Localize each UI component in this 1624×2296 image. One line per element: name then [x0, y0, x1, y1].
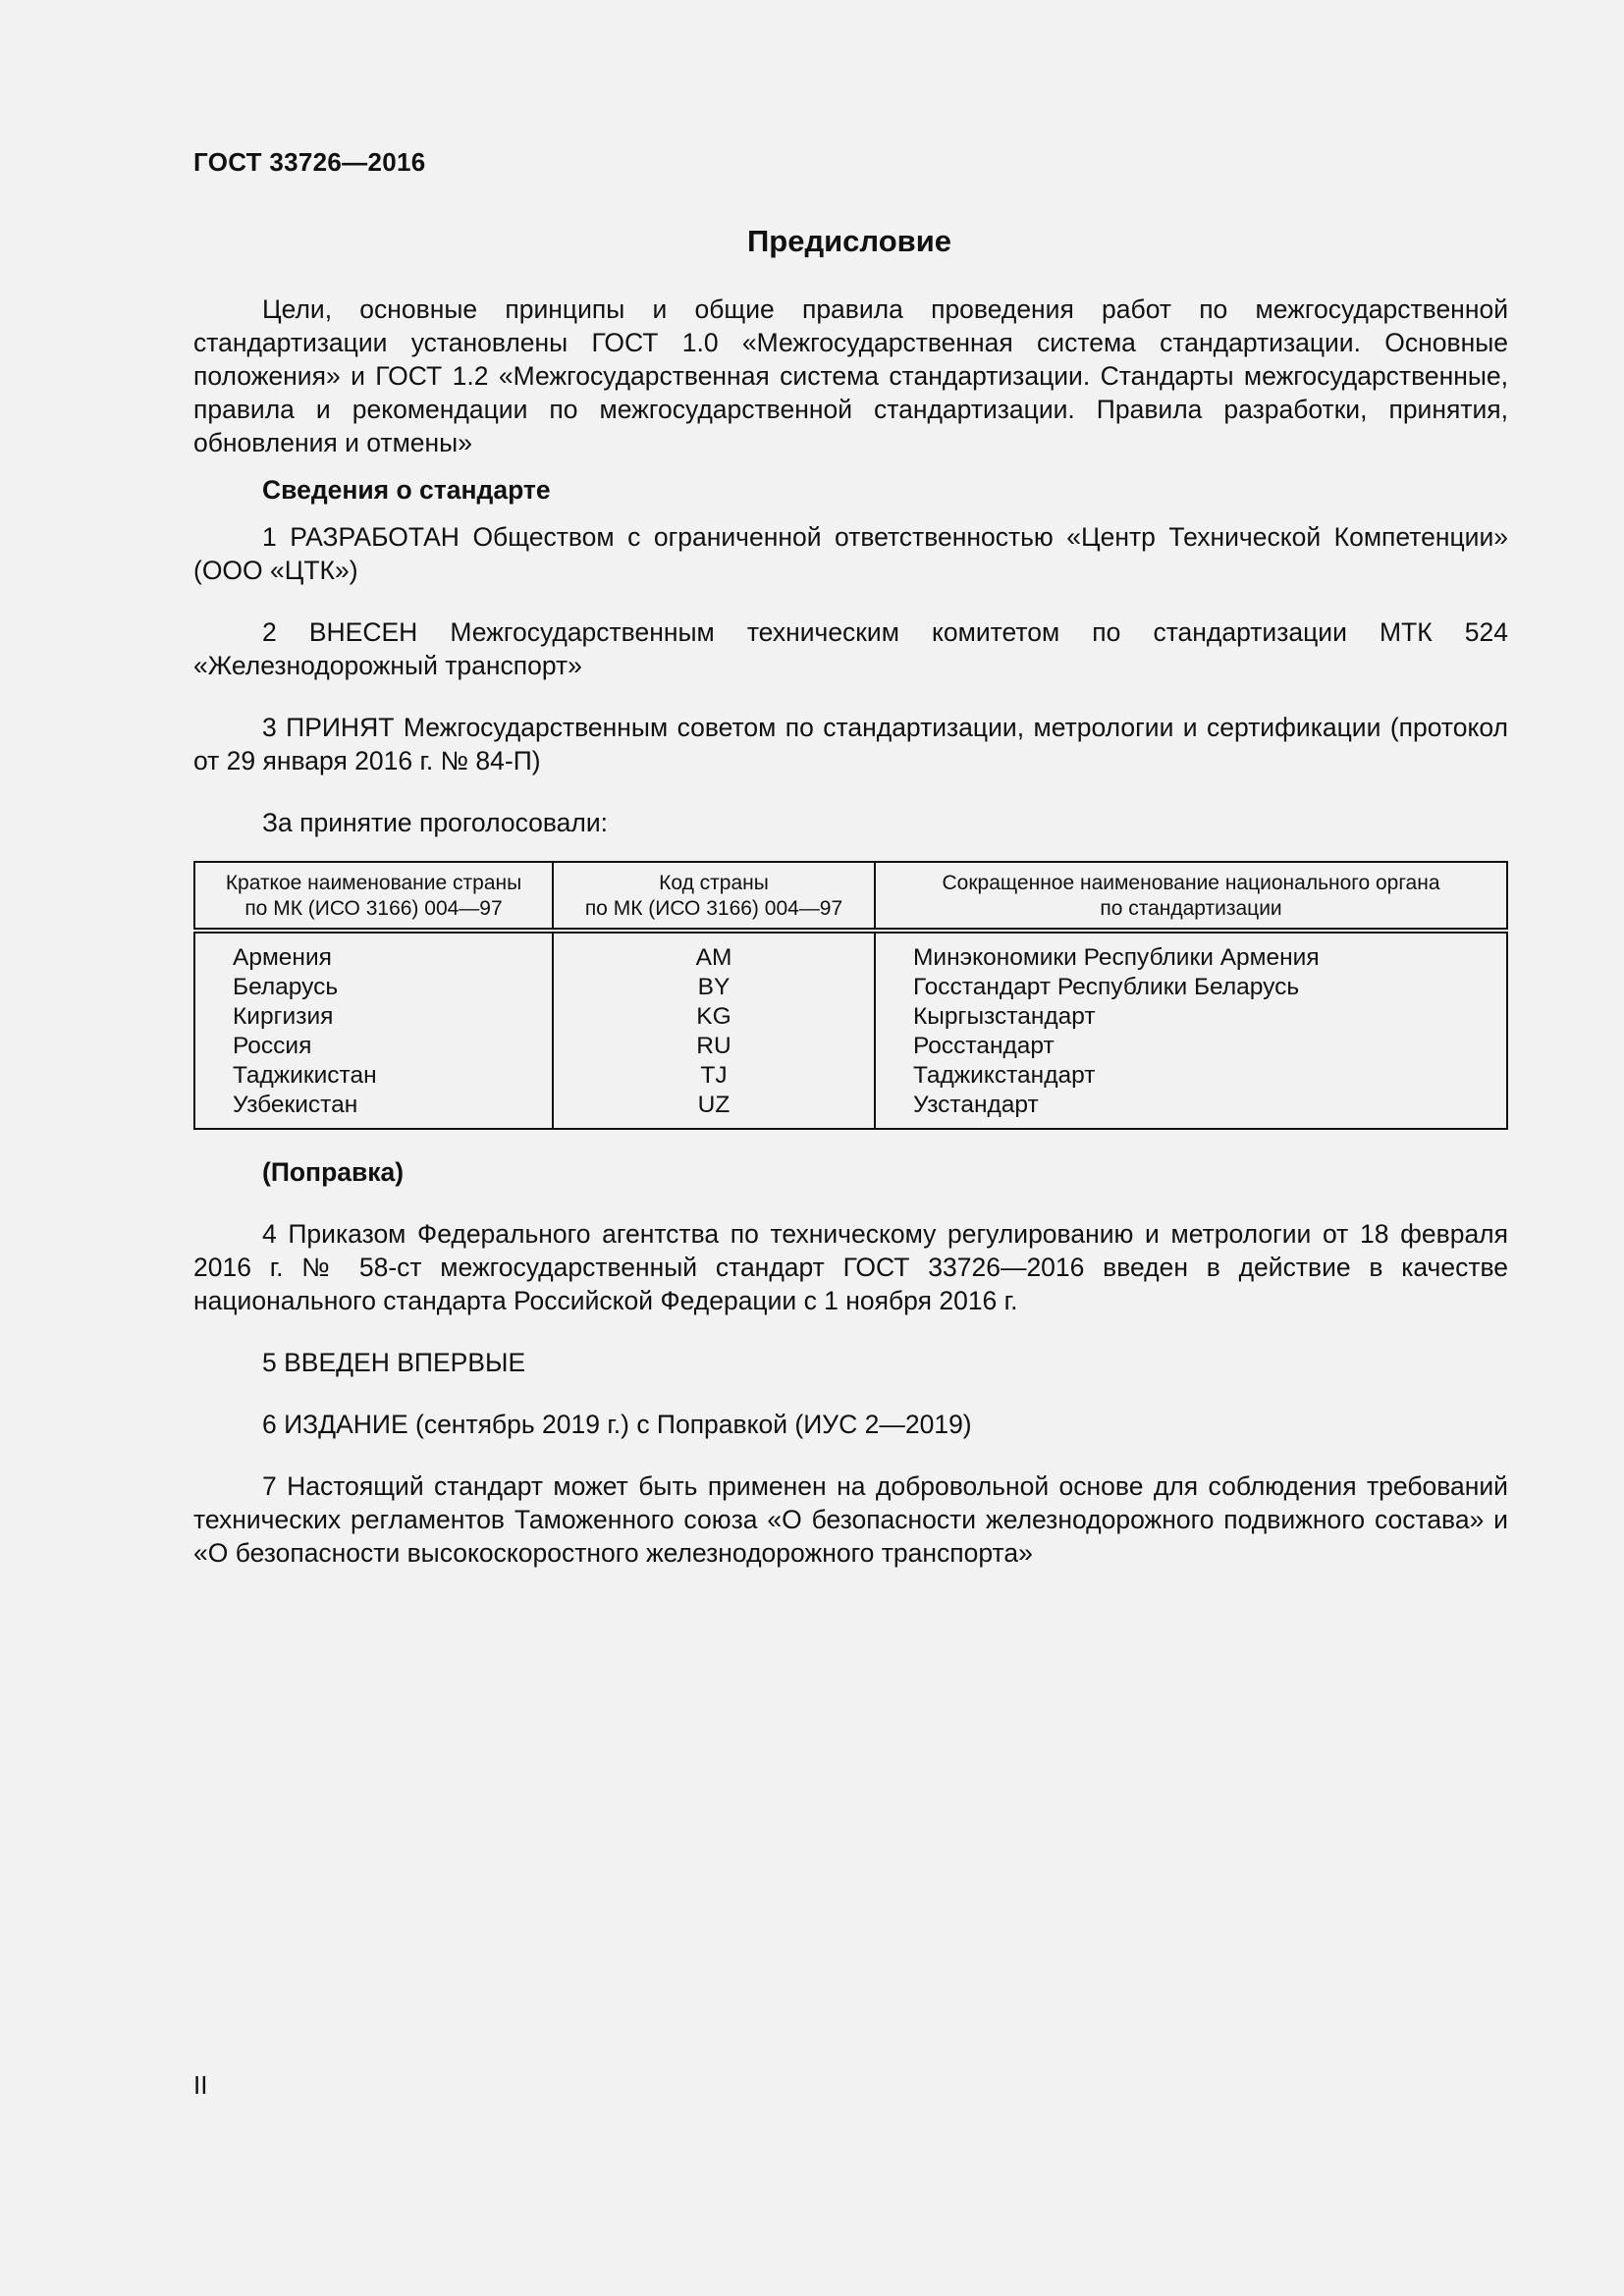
code-cell: KG	[553, 1002, 875, 1032]
document-body	[193, 293, 1508, 1570]
org-cell: Таджикстандарт	[875, 1061, 1507, 1091]
header-org-line2: по стандартизации	[1100, 897, 1282, 920]
header-code-line1: Код страны	[659, 872, 769, 894]
org-cell: Узстандарт	[875, 1091, 1507, 1129]
document-id: ГОСТ 33726—2016	[193, 147, 426, 177]
org-cell: Росстандарт	[875, 1032, 1507, 1061]
voting-table	[193, 861, 1508, 1130]
item-6: 6 ИЗДАНИЕ (сентябрь 2019 г.) с Поправкой (ИУС 2—2019)	[262, 1410, 972, 1439]
code-cell: UZ	[553, 1091, 875, 1129]
table-row	[194, 1061, 1507, 1091]
header-country	[194, 862, 553, 931]
code-cell: AM	[553, 931, 875, 973]
code-cell: RU	[553, 1032, 875, 1061]
table-row	[194, 1002, 1507, 1032]
org-cell: Минэкономики Республики Армения	[875, 931, 1507, 973]
vote-intro: За принятие проголосовали:	[262, 808, 609, 837]
page-title: Предисловие	[746, 224, 951, 258]
table-row	[194, 1091, 1507, 1129]
country-cell: Армения	[233, 944, 332, 971]
header-org	[875, 862, 1507, 931]
header-country-line1: Краткое наименование страны	[225, 872, 522, 894]
org-cell: Госстандарт Республики Беларусь	[875, 973, 1507, 1002]
info-heading: Сведения о стандарте	[262, 475, 551, 505]
table-row	[194, 1032, 1507, 1061]
org-cell: Кыргызстандарт	[875, 1002, 1507, 1032]
item-3: 3 ПРИНЯТ Межгосударственным советом по стандартизации, метрологии и сертификации (протокол от 29 января 2016 г. № 84-П)	[193, 713, 1508, 775]
intro-paragraph: Цели, основные принципы и общие правила проведения работ по межгосударственной стандартизации установлены ГОСТ 1.0 «Межгосударственная система стандартизации. Основные положения» и ГОСТ 1.2 «Межгосударственная система стандартизации. Стандарты межгосударственные, правила и рекомендации по межгосударственной стандартизации. Правила разработки, принятия, обновления и отмены»	[193, 294, 1508, 457]
country-cell: Таджикистан	[233, 1062, 377, 1089]
country-cell: Узбекистан	[233, 1092, 358, 1118]
item-4: 4 Приказом Федерального агентства по техническому регулированию и метрологии от 18 февраля 2016 г. № 58-ст межгосударственный стандарт ГОСТ 33726—2016 введен в действие в качестве национального стандарта Российской Федерации с 1 ноября 2016 г.	[193, 1219, 1508, 1315]
item-2: 2 ВНЕСЕН Межгосударственным техническим комитетом по стандартизации МТК 524 «Железнодорожный транспорт»	[193, 617, 1508, 680]
item-7: 7 Настоящий стандарт может быть применен на добровольной основе для соблюдения требований технических регламентов Таможенного союза «О безопасности железнодорожного подвижного состава» и «О безопасности высокоскоростного железнодорожного транспорта»	[193, 1471, 1508, 1568]
page-number: II	[193, 2070, 208, 2100]
code-cell: BY	[553, 973, 875, 1002]
country-cell: Россия	[233, 1033, 312, 1059]
table-row	[194, 973, 1507, 1002]
item-5: 5 ВВЕДЕН ВПЕРВЫЕ	[262, 1348, 526, 1377]
table-row	[194, 931, 1507, 973]
header-code	[553, 862, 875, 931]
header-org-line1: Сокращенное наименование национального органа	[942, 872, 1440, 894]
header-country-line2: по МК (ИСО 3166) 004—97	[244, 897, 503, 920]
country-cell: Беларусь	[233, 974, 339, 1000]
code-cell: TJ	[553, 1061, 875, 1091]
table-header-row	[194, 862, 1507, 931]
amendment-heading: (Поправка)	[262, 1157, 405, 1187]
header-code-line2: по МК (ИСО 3166) 004—97	[584, 897, 843, 920]
country-cell: Киргизия	[233, 1003, 334, 1030]
item-1: 1 РАЗРАБОТАН Обществом с ограниченной ответственностью «Центр Технической Компетенции» (ООО «ЦТК»)	[193, 522, 1508, 585]
